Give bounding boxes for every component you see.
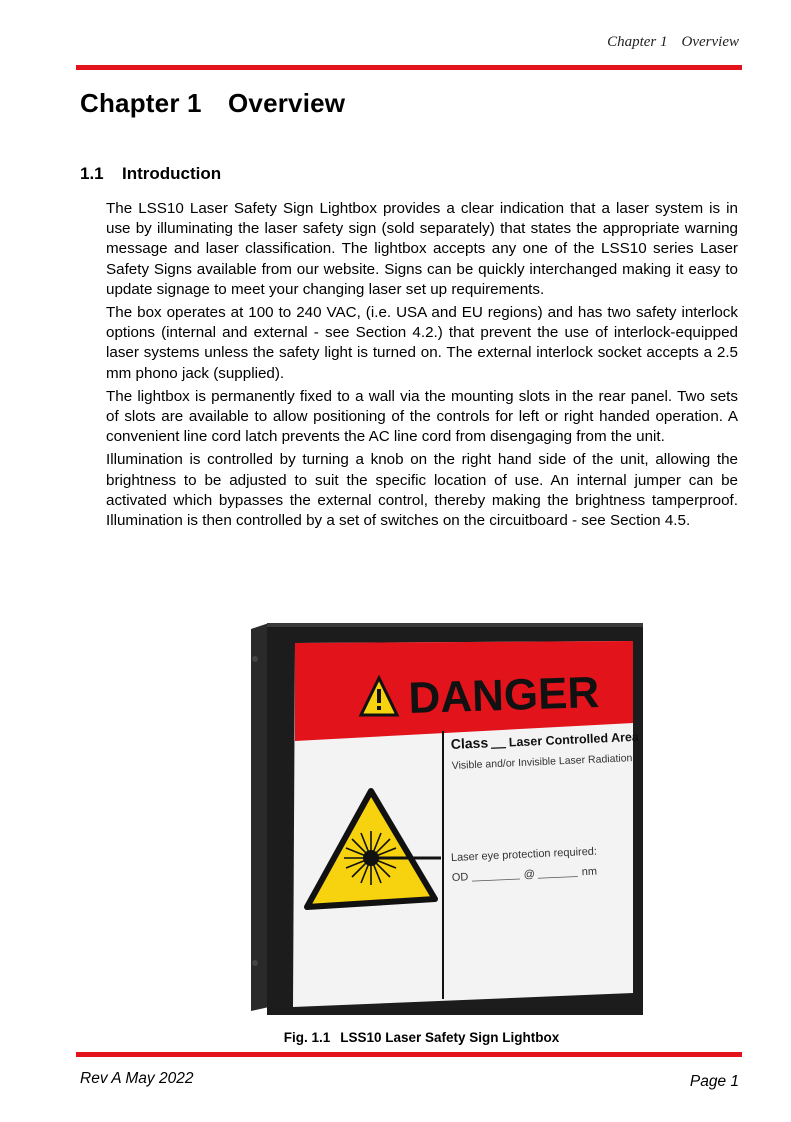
page-number: Page 1: [689, 1073, 739, 1090]
box-side: [251, 623, 269, 1011]
screw-icon: [252, 656, 258, 662]
paragraph: Illumination is controlled by turning a knob on the right hand side of the unit, allowing the brightness to be adjusted to suit the specific location of use. An internal jumper can be activated which bypasses the external control, thereby making the brightness tamperproof. Illumination is then controlled by a set of switches on the circuitboard - see Section 4.5.: [106, 451, 738, 530]
running-head-title: Overview: [681, 34, 739, 50]
paragraph: The box operates at 100 to 240 VAC, (i.e. USA and EU regions) and has two safety interlock options (internal and external - see Section 4.2.) that prevent the use of interlock-equipped laser systems unless the safety light is turned on. The external interlock socket accepts a 2.5 mm phono jack (supplied).: [106, 304, 738, 382]
area-label: Laser Controlled Area: [508, 729, 640, 750]
section-title: Introduction: [122, 164, 222, 183]
running-head: [607, 34, 739, 51]
lightbox-photo: [245, 623, 645, 1017]
section-heading: [80, 164, 221, 184]
figure-caption-text: LSS10 Laser Safety Sign Lightbox: [340, 1030, 560, 1045]
body-text: [106, 199, 738, 534]
radiation-label: Visible and/or Invisible Laser Radiation: [451, 752, 633, 772]
figure-lightbox: [245, 623, 645, 1017]
footer-rule: [76, 1052, 742, 1057]
revision-label: Rev A May 2022: [80, 1070, 194, 1087]
od-label: OD: [451, 871, 469, 884]
class-label: Class: [450, 734, 489, 752]
chapter-number: Chapter 1: [80, 88, 202, 118]
chapter-title: [80, 88, 345, 119]
at-symbol: @: [523, 868, 536, 881]
figure-number: Fig. 1.1: [283, 1030, 331, 1045]
protection-label: Laser eye protection required:: [450, 845, 598, 864]
section-number: 1.1: [80, 164, 104, 183]
danger-label: DANGER: [407, 668, 600, 723]
nm-label: nm: [581, 865, 598, 879]
figure-caption: [0, 1030, 791, 1045]
paragraph: The LSS10 Laser Safety Sign Lightbox provides a clear indication that a laser system is in use by illuminating the laser safety sign (sold separately) that states the appropriate warning message and laser classification. The lightbox accepts any one of the LSS10 series Laser Safety Signs available from our website. Signs can be quickly interchanged making it easy to update signage to meet your changing laser set up requirements.: [106, 200, 738, 298]
chapter-name: Overview: [228, 88, 346, 118]
running-head-chapter: Chapter 1: [607, 34, 668, 50]
screw-icon: [252, 960, 258, 966]
header-rule: [76, 65, 742, 70]
paragraph: The lightbox is permanently fixed to a wall via the mounting slots in the rear panel. Two sets of slots are available to allow positioning of the controls for left or right handed operation. A convenient line cord latch prevents the AC line cord from disengaging from the unit.: [106, 387, 738, 446]
